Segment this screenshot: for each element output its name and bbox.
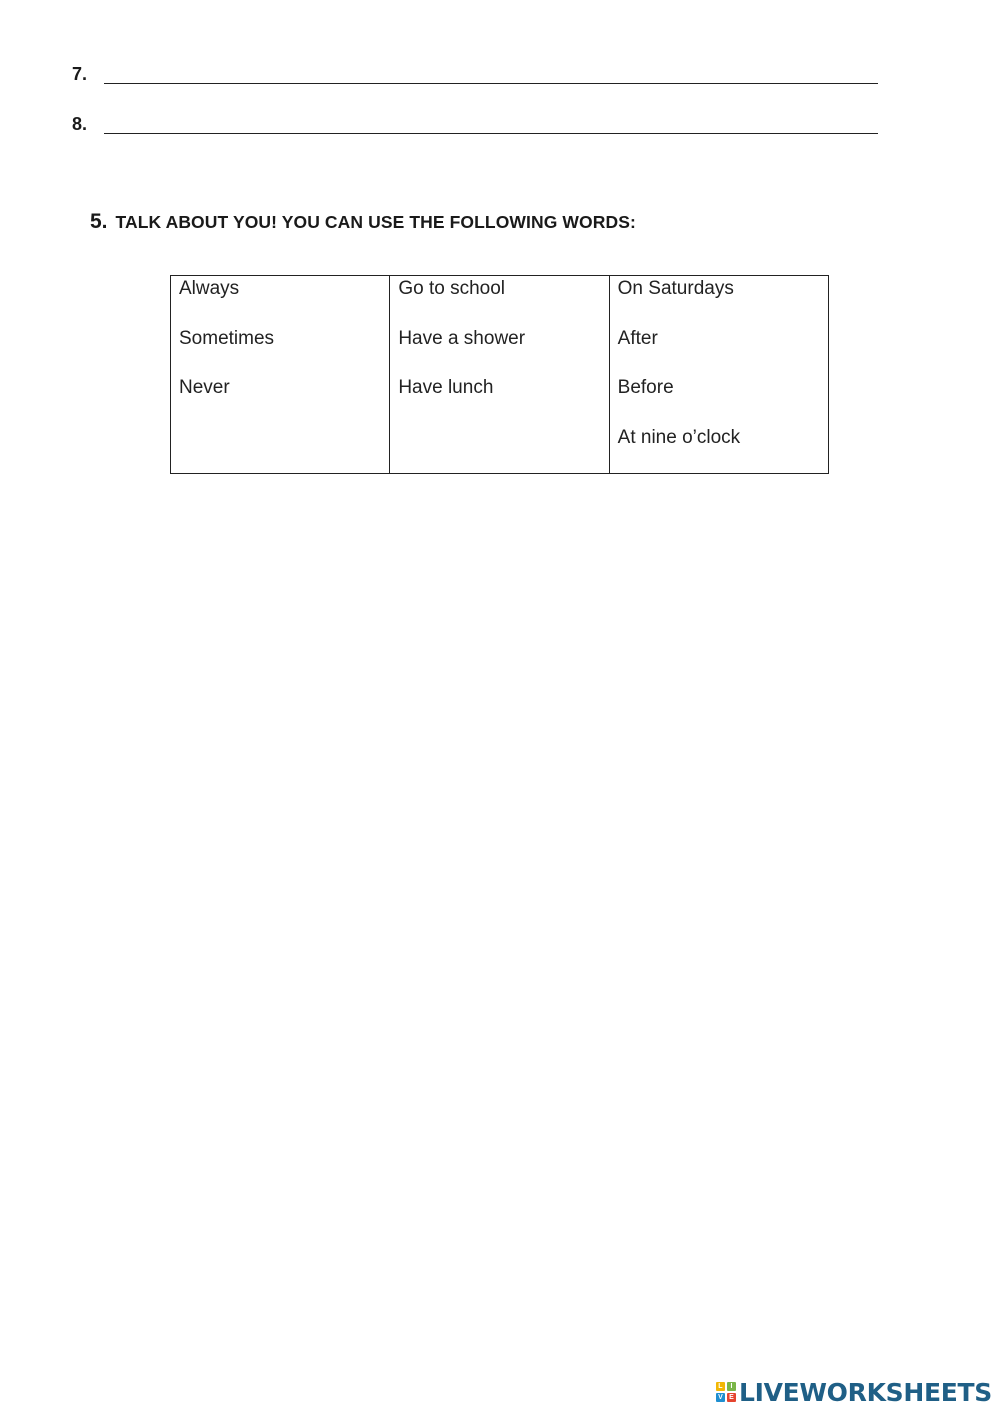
section-number: 5. bbox=[90, 210, 108, 233]
word-item: Have a shower bbox=[398, 327, 526, 349]
watermark-text: LIVEWORKSHEETS bbox=[738, 1377, 992, 1407]
word-item: Always bbox=[179, 278, 240, 299]
answer-line-7 bbox=[72, 62, 880, 86]
word-column-frequency bbox=[171, 276, 390, 474]
word-item: Go to school bbox=[398, 278, 505, 299]
liveworksheets-watermark bbox=[716, 1377, 992, 1407]
item-number: 8. bbox=[72, 114, 88, 134]
section-heading bbox=[90, 210, 636, 234]
word-table bbox=[170, 275, 829, 474]
logo-square: V bbox=[716, 1393, 725, 1402]
word-item: Have lunch bbox=[398, 377, 494, 399]
answer-blank[interactable] bbox=[104, 133, 878, 134]
word-item: On Saturdays bbox=[617, 278, 734, 299]
logo-square: E bbox=[727, 1393, 736, 1402]
word-item: Never bbox=[179, 377, 230, 399]
word-column-time bbox=[609, 276, 828, 474]
item-number: 7. bbox=[72, 64, 88, 84]
section-title: TALK ABOUT YOU! YOU CAN USE THE FOLLOWING WORDS: bbox=[115, 212, 636, 232]
word-item: At nine o’clock bbox=[617, 426, 741, 448]
liveworksheets-logo-icon bbox=[716, 1382, 736, 1402]
logo-square: I bbox=[727, 1382, 736, 1391]
answer-line-8 bbox=[72, 112, 880, 136]
word-column-activities bbox=[390, 276, 609, 474]
word-item: Before bbox=[617, 377, 674, 399]
word-item: Sometimes bbox=[179, 327, 275, 349]
word-item: After bbox=[617, 327, 658, 349]
answer-blank[interactable] bbox=[104, 83, 878, 84]
logo-square: L bbox=[716, 1382, 725, 1391]
